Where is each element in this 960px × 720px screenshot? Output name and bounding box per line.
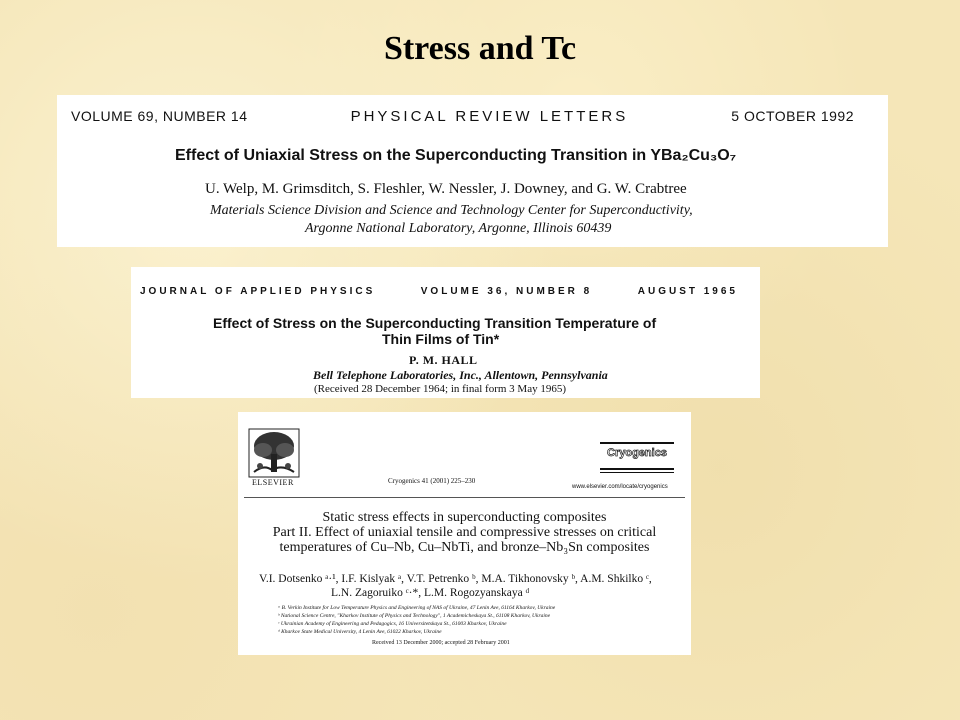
- journal-url: www.elsevier.com/locate/cryogenics: [572, 484, 668, 490]
- affiliation-line: ᶜ Ukrainian Academy of Engineering and Pedagogics, 16 Universitetskaya St., 61003 Kharkov, Ukraine: [278, 621, 507, 627]
- issue-date: AUGUST 1965: [637, 286, 738, 297]
- received-date: Received 13 December 2000; accepted 28 February 2001: [372, 640, 510, 646]
- paper-clip-prl: [57, 95, 888, 247]
- journal-name: JOURNAL OF APPLIED PHYSICS: [140, 286, 376, 297]
- journal-header: [71, 108, 854, 128]
- journal-header: [140, 286, 738, 297]
- author-list: V.I. Dotsenko ᵃ·¹, I.F. Kislyak ᵃ, V.T. Petrenko ᵇ, M.A. Tikhonovsky ᵇ, A.M. Shkilko ᶜ,: [259, 573, 652, 585]
- volume-label: VOLUME 36, NUMBER 8: [420, 286, 593, 297]
- paper-clip-jap: [131, 267, 760, 398]
- affiliation-line: Bell Telephone Laboratories, Inc., Allentown, Pennsylvania: [313, 368, 608, 382]
- author-list: P. M. HALL: [409, 353, 478, 367]
- elsevier-tree-logo: [248, 428, 300, 484]
- journal-name: Cryogenics: [607, 447, 667, 459]
- affiliation-line: Materials Science Division and Science and Technology Center for Superconductivity,: [210, 203, 693, 218]
- paper-title-continued: Thin Films of Tin*: [382, 331, 500, 347]
- journal-name: PHYSICAL REVIEW LETTERS: [350, 108, 629, 125]
- paper-title: Static stress effects in superconducting composites: [322, 510, 607, 525]
- citation: Cryogenics 41 (2001) 225–230: [388, 477, 476, 485]
- paper-title: Effect of Uniaxial Stress on the Superconducting Transition in YBa₂Cu₃O₇: [175, 147, 737, 164]
- affiliation-line: Argonne National Laboratory, Argonne, Illinois 60439: [305, 221, 612, 236]
- slide-title: Stress and Tc: [383, 30, 577, 67]
- paper-title: Effect of Stress on the Superconducting Transition Temperature of: [213, 315, 657, 331]
- paper-title-continued: temperatures of Cu–Nb, Cu–NbTi, and bronze–Nb₃Sn composites: [279, 540, 650, 555]
- paper-title-continued: Part II. Effect of uniaxial tensile and compressive stresses on critical: [272, 525, 657, 540]
- author-list-continued: L.N. Zagoruiko ᶜ·*, L.M. Rogozyanskaya ᵈ: [331, 587, 530, 599]
- volume-label: VOLUME 69, NUMBER 14: [71, 108, 248, 124]
- affiliation-line: ᵈ Kharkov State Medical University, 4 Lenin Ave, 61022 Kharkov, Ukraine: [278, 629, 442, 635]
- affiliation-line: ᵃ B. Verkin Institute for Low Temperature Physics and Engineering of NAS of Ukraine, 47 Lenin Ave, 61164 Kharkov, Ukraine: [278, 605, 556, 611]
- paper-clip-cryogenics: [238, 412, 691, 655]
- divider: [244, 497, 685, 498]
- author-list: U. Welp, M. Grimsditch, S. Fleshler, W. Nessler, J. Downey, and G. W. Crabtree: [205, 181, 687, 197]
- received-date: (Received 28 December 1964; in final form 3 May 1965): [314, 383, 567, 395]
- journal-masthead: [600, 434, 678, 486]
- publisher-name: ELSEVIER: [252, 478, 294, 487]
- issue-date: 5 OCTOBER 1992: [731, 108, 854, 124]
- affiliation-line: ᵇ National Science Centre, "Kharkov Institute of Physics and Technology", 1 Academicheskaya St., 61108 Kharkov, Ukraine: [278, 613, 551, 619]
